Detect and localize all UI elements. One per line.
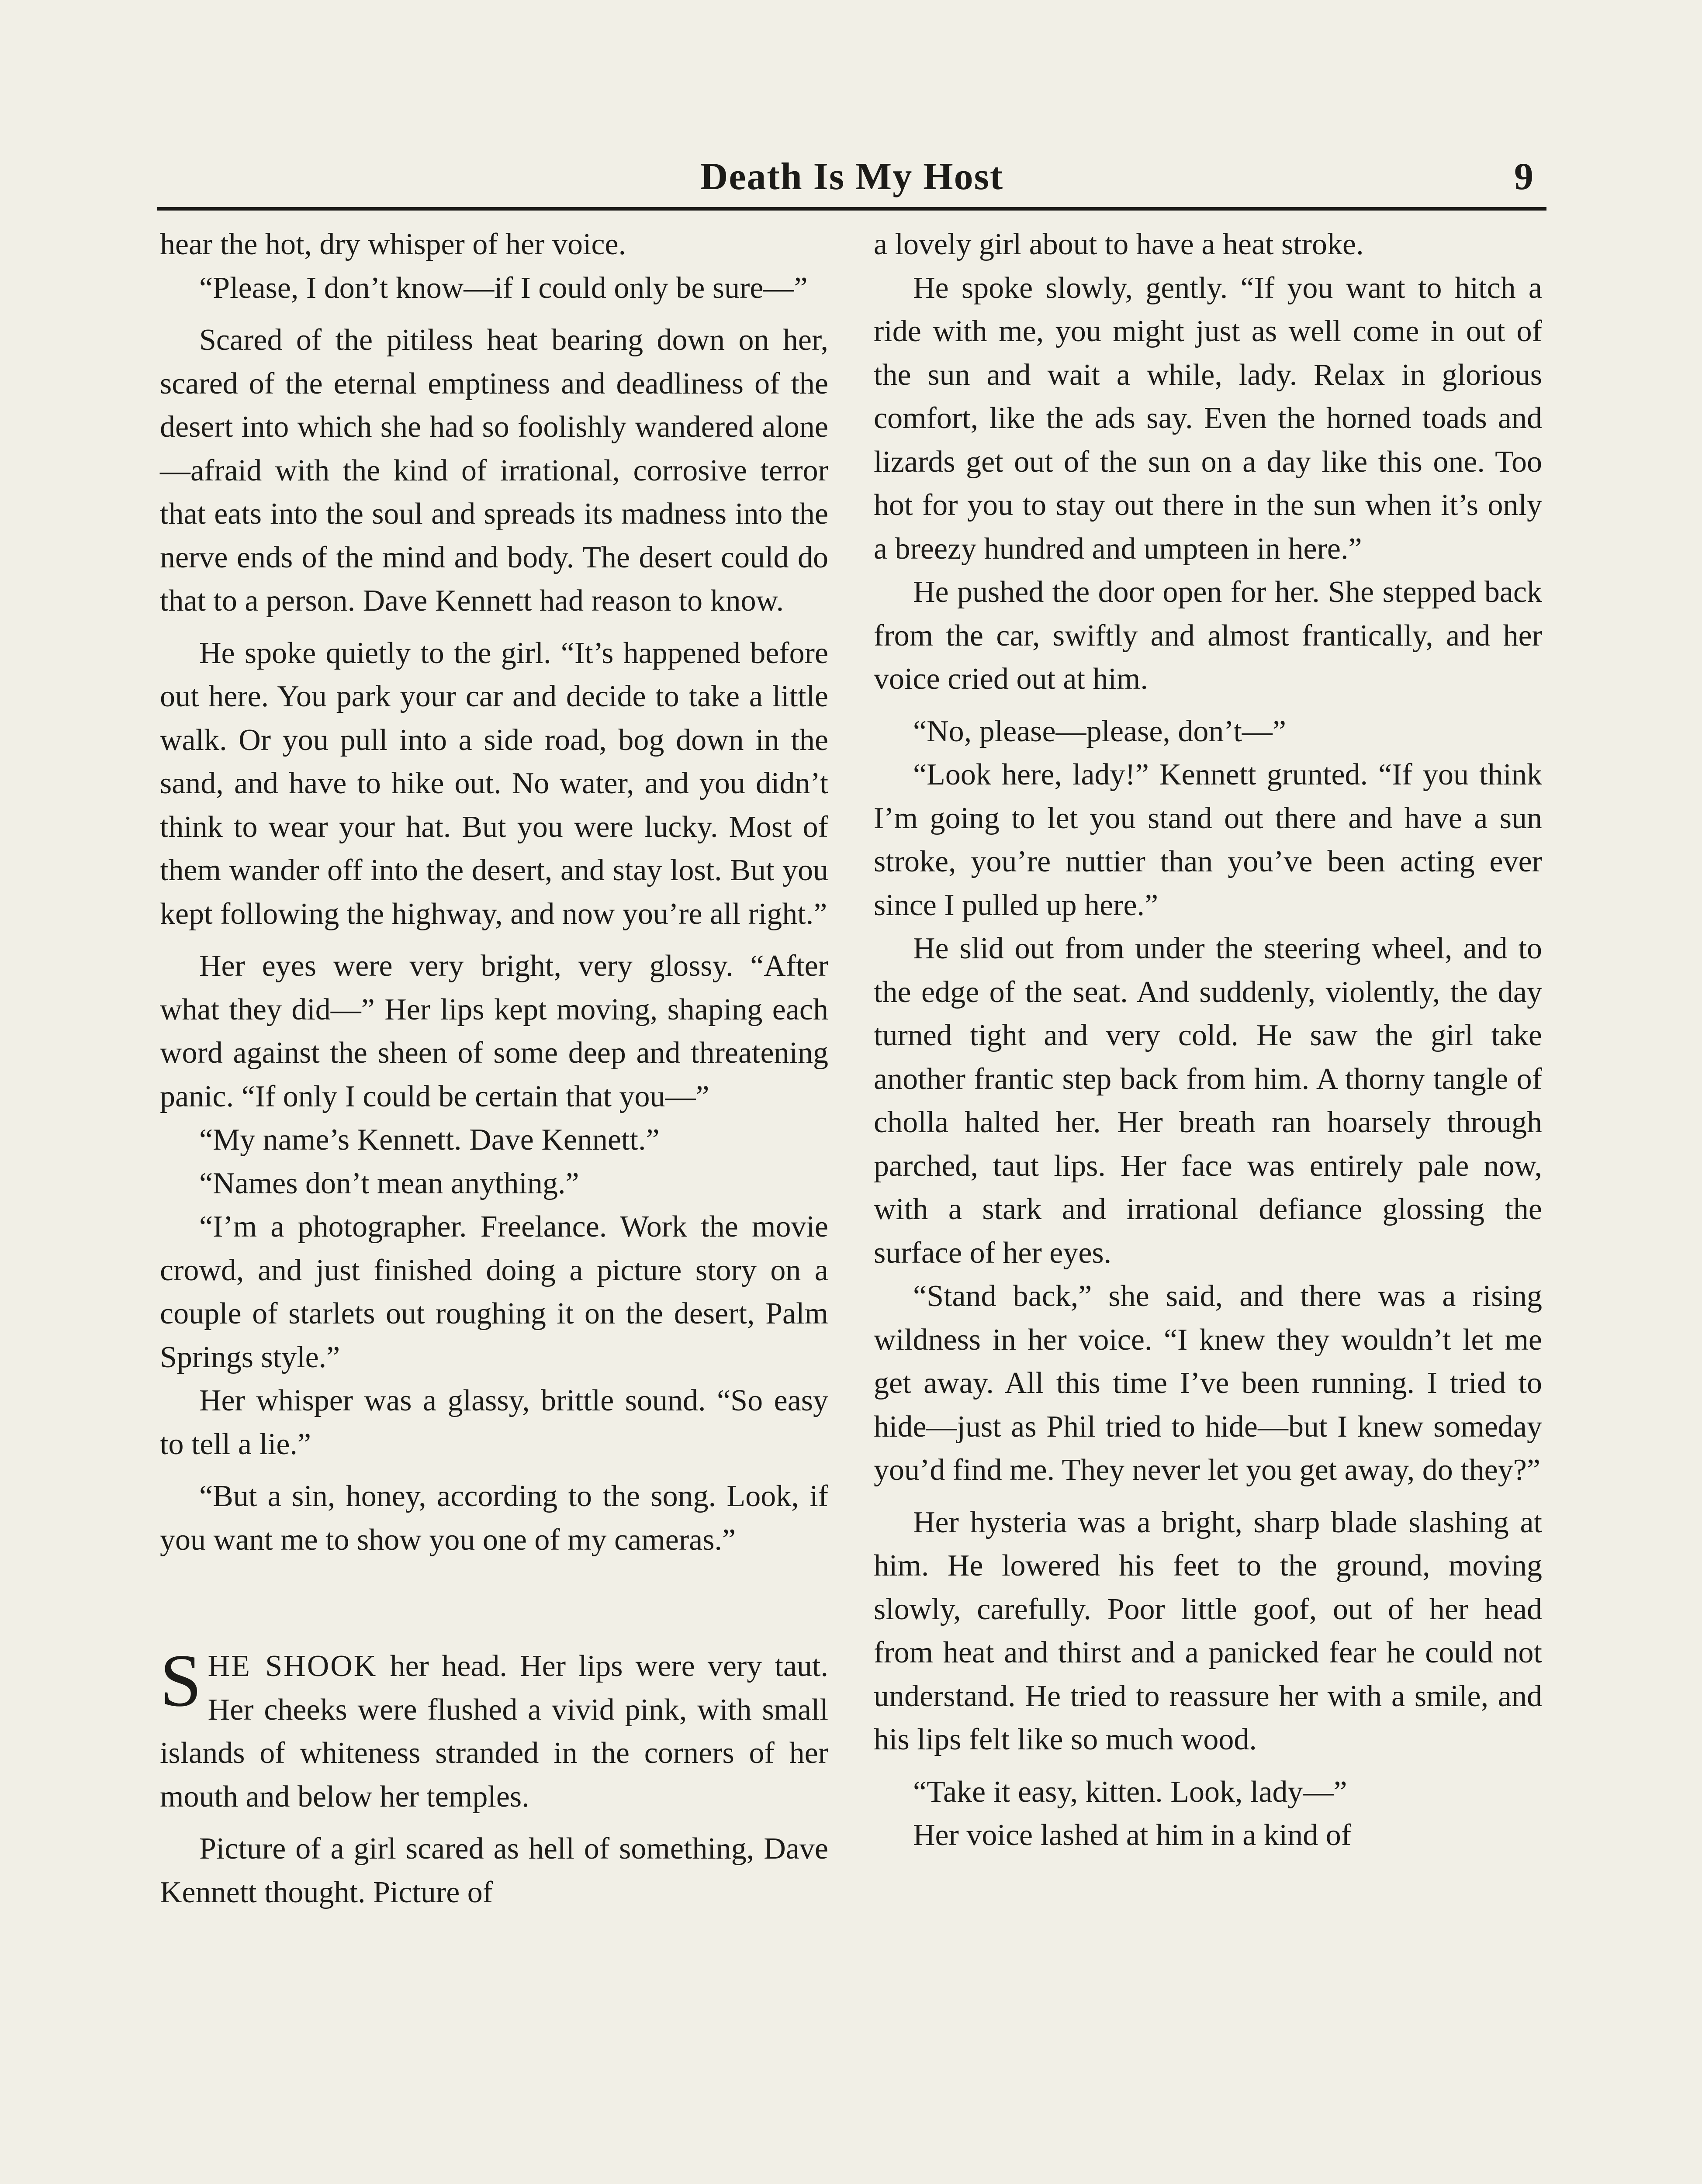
paragraph: “Names don’t mean anything.” — [199, 1166, 579, 1200]
running-header — [157, 153, 1546, 210]
paragraph: He slid out from under the steering wheel, and to the edge of the seat. And suddenly, violently, the day turned tight and very cold. He saw the girl take another frantic step back from him. A thorny tangle of cholla halted her. Her breath ran hoarsely through parched, taut lips. Her face was entirely pale now, with a stark and irrational defiance glossing the surface of her eyes. — [874, 932, 1542, 1270]
section-opening-paragraph — [160, 1639, 829, 1818]
paragraph: “No, please—please, don’t—” — [913, 714, 1286, 748]
paragraph: He spoke quietly to the girl. “It’s happened before out here. You park your car and decide to take a little walk. Or you pull into a side road, bog down in the sand, and have to hike out. No water, and you didn’t think to wear your hat. But you were lucky. Most of them wander off into the desert, and stay lost. But you kept following the highway, and now you’re all right.” — [160, 636, 828, 931]
paragraph: Picture of a girl scared as hell of something, Dave Kennett thought. Picture of — [160, 1832, 828, 1909]
paragraph: a lovely girl about to have a heat stroke. — [874, 228, 1364, 261]
paragraph: “Take it easy, kitten. Look, lady—” — [913, 1775, 1347, 1809]
paragraph: “Look here, lady!” Kennett grunted. “If you think I’m going to let you stand out there and have a sun stroke, you’re nuttier than you’ve been acting ever since I pulled up here.” — [874, 758, 1542, 922]
paragraph: Scared of the pitiless heat bearing down on her, scared of the eternal emptiness and deadliness of the desert into which she had so foolishly wandered alone—afraid with the kind of irrational, corrosive terror that eats into the soul and spreads its madness into the nerve ends of the mind and body. The desert could do that to a person. Dave Kennett had reason to know. — [160, 323, 828, 618]
lead-in: HE SHOOK — [208, 1649, 377, 1683]
header-rule — [157, 207, 1546, 211]
paragraph: hear the hot, dry whisper of her voice. — [160, 228, 626, 261]
drop-cap: S — [160, 1639, 202, 1722]
paragraph: “My name’s Kennett. Dave Kennett.” — [199, 1123, 660, 1157]
paragraph: “Stand back,” she said, and there was a rising wildness in her voice. “I knew they wouldn’t let me get away. All this time I’ve been running. I tried to hide—just as Phil tried to hide—but I knew someday you’d find me. They never let you get away, do they?” — [874, 1279, 1542, 1487]
paragraph: Her hysteria was a bright, sharp blade slashing at him. He lowered his feet to the ground, moving slowly, carefully. Poor little goof, out of her head from heat and thirst and a panicked fear he could not understand. He tried to reassure her with a smile, and his lips felt like so much wood. — [874, 1505, 1542, 1756]
paragraph: “But a sin, honey, according to the song. Look, if you want me to show you one of my cameras.” — [160, 1479, 828, 1557]
left-column — [160, 223, 828, 1914]
paragraph: He spoke slowly, gently. “If you want to hitch a ride with me, you might just as well come in out of the sun and wait a while, lady. Relax in glorious comfort, like the ads say. Even the horned toads and lizards get out of the sun on a day like this one. Too hot for you to stay out there in the sun when it’s only a breezy hundred and umpteen in here.” — [874, 271, 1542, 566]
paragraph: Her eyes were very bright, very glossy. “After what they did—” Her lips kept moving, shaping each word against the sheen of some deep and threatening panic. “If only I could be certain that you—” — [160, 949, 828, 1113]
section-text: her head. Her lips were very taut. Her cheeks were flushed a vivid pink, with small islands of whiteness stranded in the corners of her mouth and below her temples. — [160, 1649, 829, 1814]
paragraph: He pushed the door open for her. She stepped back from the car, swiftly and almost frantically, and her voice cried out at him. — [874, 575, 1542, 696]
paragraph: “I’m a photographer. Freelance. Work the movie crowd, and just finished doing a picture story on a couple of starlets out roughing it on the desert, Palm Springs style.” — [160, 1210, 828, 1374]
right-column — [874, 223, 1542, 1857]
paragraph: Her whisper was a glassy, brittle sound. “So easy to tell a lie.” — [160, 1384, 828, 1461]
running-title: Death Is My Host — [700, 156, 1004, 198]
paragraph: “Please, I don’t know—if I could only be sure—” — [199, 271, 808, 305]
paragraph: Her voice lashed at him in a kind of — [913, 1818, 1352, 1852]
page-number: 9 — [1514, 156, 1533, 198]
